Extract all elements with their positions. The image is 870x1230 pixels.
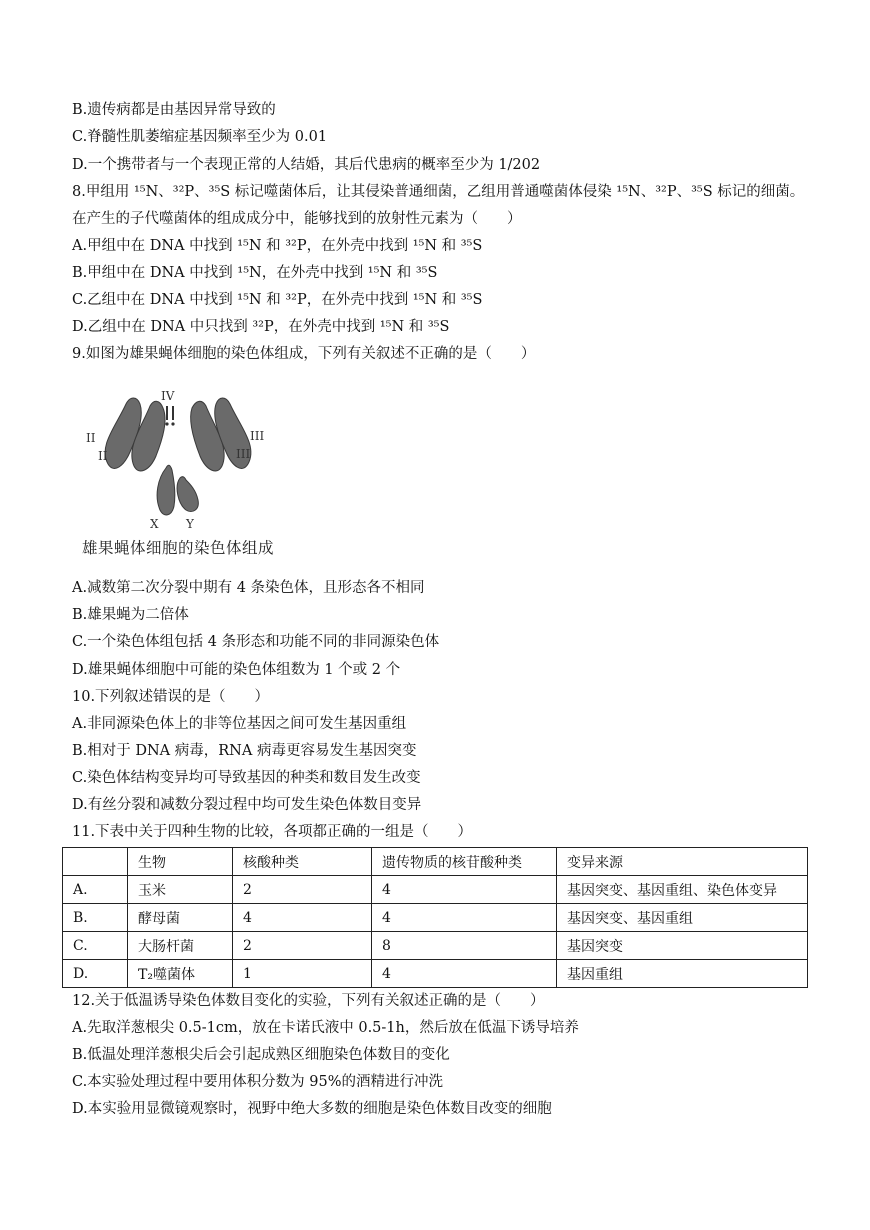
q8-option-c: C.乙组中在 DNA 中找到 ¹⁵N 和 ³²P，在外壳中找到 ¹⁵N 和 ³⁵S xyxy=(72,292,483,308)
chromosome-diagram xyxy=(68,386,288,536)
table-cell: B. xyxy=(63,904,128,932)
table-cell: 基因突变、基因重组 xyxy=(557,904,808,932)
table-cell: 1 xyxy=(233,960,372,988)
chromosome-y xyxy=(177,477,198,512)
table-cell: 基因突变 xyxy=(557,932,808,960)
q7-option-b: B.遗传病都是由基因异常导致的 xyxy=(72,102,276,118)
table-cell: A. xyxy=(63,876,128,904)
table-header-cell: 变异来源 xyxy=(557,848,808,876)
table-cell: C. xyxy=(63,932,128,960)
table-cell: 4 xyxy=(372,904,557,932)
q8-stem-line2: 在产生的子代噬菌体的组成成分中，能够找到的放射性元素为（ ） xyxy=(72,211,522,227)
table-header-cell: 遗传物质的核苷酸种类 xyxy=(372,848,557,876)
table-header-row xyxy=(63,848,808,876)
q8-option-a: A.甲组中在 DNA 中找到 ¹⁵N 和 ³²P，在外壳中找到 ¹⁵N 和 ³⁵S xyxy=(72,238,483,254)
label-iv: IV xyxy=(161,389,175,403)
q12-option-c: C.本实验处理过程中要用体积分数为 95%的酒精进行冲洗 xyxy=(72,1074,444,1090)
table-header-cell: 生物 xyxy=(128,848,233,876)
q8-option-b: B.甲组中在 DNA 中找到 ¹⁵N，在外壳中找到 ¹⁵N 和 ³⁵S xyxy=(72,265,438,281)
table-row xyxy=(63,876,808,904)
table-cell: 4 xyxy=(372,960,557,988)
q10-option-b: B.相对于 DNA 病毒，RNA 病毒更容易发生基因突变 xyxy=(72,743,417,759)
table-cell: 基因突变、基因重组、染色体变异 xyxy=(557,876,808,904)
table-header-cell: 核酸种类 xyxy=(233,848,372,876)
q10-option-a: A.非同源染色体上的非等位基因之间可发生基因重组 xyxy=(72,716,407,732)
q9-option-c: C.一个染色体组包括 4 条形态和功能不同的非同源染色体 xyxy=(72,634,440,650)
q9-option-a: A.减数第二次分裂中期有 4 条染色体，且形态各不相同 xyxy=(72,580,425,596)
q9-option-d: D.雄果蝇体细胞中可能的染色体组数为 1 个或 2 个 xyxy=(72,662,401,678)
q12-option-d: D.本实验用显微镜观察时，视野中绝大多数的细胞是染色体数目改变的细胞 xyxy=(72,1101,552,1117)
q11-stem: 11.下表中关于四种生物的比较，各项都正确的一组是（ ） xyxy=(72,824,473,840)
table-cell: T₂噬菌体 xyxy=(128,960,233,988)
q9-stem: 9.如图为雄果蝇体细胞的染色体组成，下列有关叙述不正确的是（ ） xyxy=(72,346,536,362)
chromosome-x xyxy=(157,465,175,515)
table-row xyxy=(63,960,808,988)
table-cell: D. xyxy=(63,960,128,988)
q8-stem-line1: 8.甲组用 ¹⁵N、³²P、³⁵S 标记噬菌体后，让其侵染普通细菌，乙组用普通噬菌体侵染 ¹⁵N、³²P、³⁵S 标记的细菌。 xyxy=(72,184,805,200)
table-cell: 4 xyxy=(233,904,372,932)
label-ii-outer: II xyxy=(86,431,96,445)
q7-option-d: D.一个携带者与一个表现正常的人结婚，其后代患病的概率至少为 1/202 xyxy=(72,157,541,173)
label-iii-inner: III xyxy=(236,447,251,461)
label-y: Y xyxy=(186,517,194,531)
q12-stem: 12.关于低温诱导染色体数目变化的实验，下列有关叙述正确的是（ ） xyxy=(72,993,545,1009)
chromosome-iv-right xyxy=(172,406,174,420)
chromosome-iv-left-dot xyxy=(165,422,168,425)
table-cell: 酵母菌 xyxy=(128,904,233,932)
table-cell: 2 xyxy=(233,932,372,960)
table-cell: 玉米 xyxy=(128,876,233,904)
q10-option-d: D.有丝分裂和减数分裂过程中均可发生染色体数目变异 xyxy=(72,797,422,813)
table-row xyxy=(63,932,808,960)
figure-caption: 雄果蝇体细胞的染色体组成 xyxy=(82,539,275,557)
table-cell: 2 xyxy=(233,876,372,904)
table-cell: 8 xyxy=(372,932,557,960)
q10-stem: 10.下列叙述错误的是（ ） xyxy=(72,689,270,705)
table-row xyxy=(63,904,808,932)
label-ii-inner: II xyxy=(98,449,108,463)
table-cell: 4 xyxy=(372,876,557,904)
chromosome-iv-left xyxy=(166,406,168,420)
q12-option-a: A.先取洋葱根尖 0.5-1cm，放在卡诺氏液中 0.5-1h，然后放在低温下诱导培养 xyxy=(72,1020,579,1036)
q8-option-d: D.乙组中在 DNA 中只找到 ³²P，在外壳中找到 ¹⁵N 和 ³⁵S xyxy=(72,319,450,335)
label-x: X xyxy=(150,517,159,531)
label-iii-outer: III xyxy=(250,429,265,443)
table-cell: 基因重组 xyxy=(557,960,808,988)
table-cell: 大肠杆菌 xyxy=(128,932,233,960)
q9-option-b: B.雄果蝇为二倍体 xyxy=(72,607,189,623)
table-header-cell xyxy=(63,848,128,876)
q10-option-c: C.染色体结构变异均可导致基因的种类和数目发生改变 xyxy=(72,770,421,786)
chromosome-iv-right-dot xyxy=(171,422,174,425)
comparison-table xyxy=(62,847,808,988)
q12-option-b: B.低温处理洋葱根尖后会引起成熟区细胞染色体数目的变化 xyxy=(72,1047,450,1063)
q7-option-c: C.脊髓性肌萎缩症基因频率至少为 0.01 xyxy=(72,129,328,145)
